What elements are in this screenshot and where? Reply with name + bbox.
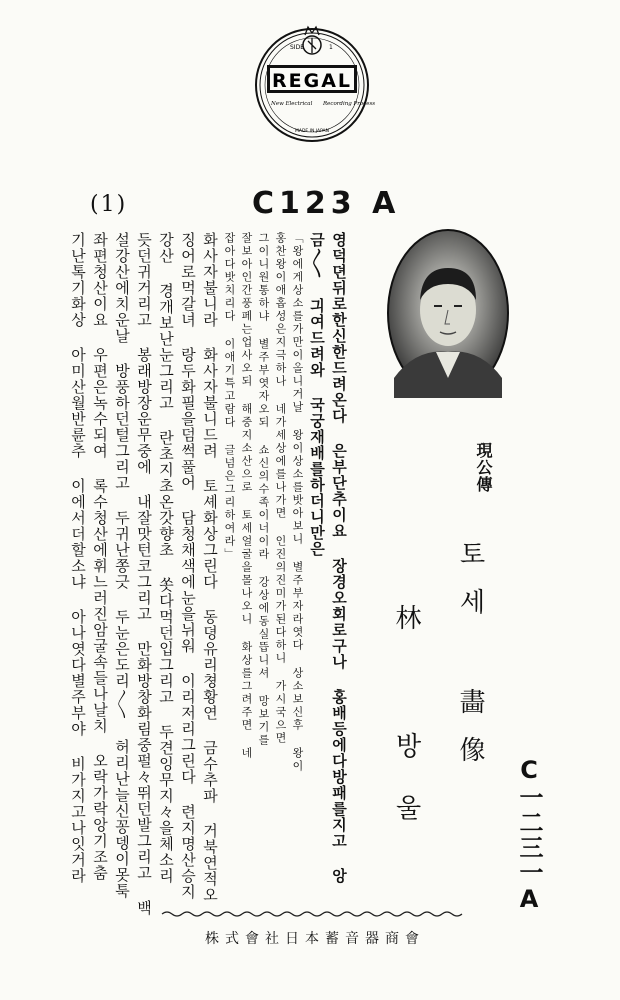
song-title: 토세 畵像 xyxy=(455,540,485,784)
logo-top-right: 1 xyxy=(329,44,333,51)
logo-bottom: MADE IN JAPAN xyxy=(294,129,330,134)
side-number: (1) xyxy=(90,192,128,217)
singer-portrait xyxy=(386,228,510,398)
lyric-line: 듯던귀거리고 봉래방장운무중에 내잘맛턴코그리고 만화방창화림중펄々뛰던발그리고 백 xyxy=(135,232,153,916)
lyric-line: 설강산에치운날 방풍하던털그리고 두귀난쫑긋 두눈은도리〳〵 허리난늘신꽁뎅이못툭 xyxy=(113,232,131,899)
publisher-footer: 株式會社日本蓄音器商會 xyxy=(205,931,425,947)
lyric-line: 징어로먹갈녀 랑두화필을덤썩풀어 담청채색에눈을뉘워 이리저리그린다 련지명산승지 xyxy=(179,232,197,900)
lyric-line: 잡아다밧치리다 이애기특고람다 글넘은그리하여라」 xyxy=(223,232,236,561)
lyric-line: 「왕에게상소를가만이올니거날 왕이상소를밧아보니 별주부자라엿다 상소보신후 왕이 xyxy=(291,232,304,773)
logo-right-caption: Recording Process xyxy=(323,101,376,107)
lyric-line: 잘보아인간풍페는업사오되 해중지소산으로 토세얼굴을몰나오니 화상를그려주면 네 xyxy=(240,232,253,760)
logo-brand: REGAL xyxy=(271,70,353,92)
portrait-graphic xyxy=(386,228,510,398)
singer-name: 林 방울 xyxy=(391,604,421,856)
side-catalog-number: C一二三一A xyxy=(515,756,543,914)
lyrics-block xyxy=(69,232,350,916)
logo-top-left: SIDE xyxy=(290,44,304,51)
regal-logo xyxy=(253,5,376,163)
lyric-line: 금〳〵 긔여드려와 국궁재배를하더니만은 xyxy=(308,232,326,557)
lyric-line: 그이니원통하냐 별주부엿자오되 쇼신의수족이너이라 강상에동실뜹니셔 망보기를 xyxy=(257,232,270,747)
lyric-line: 좌편청산이요 우편은녹수되여 록수청산에휘느러진암굴속들나날치 오락가락앙기조춤 xyxy=(91,232,109,881)
divider-graphic xyxy=(162,910,462,918)
lyric-line: 홍찬왕이애홉성은지극하나 네가세상에를나가면 인진의진미가된다하니 가시국으면 xyxy=(274,232,287,745)
song-subtitle: 現公傳 xyxy=(474,442,493,493)
lyric-line: 강산 경개보난눈그리고 란초지초온갓향초 쏫다먹던입그리고 두견잉무지々을체소리 xyxy=(157,232,175,884)
lyric-line: 기난톡기화상 아미산월반륜추 이에서더할소냐 아나엿다별주부야 비가지고나잇거라 xyxy=(69,232,87,884)
regal-logo-graphic xyxy=(253,5,376,163)
footer-divider xyxy=(162,910,462,918)
lyric-line: 화사자불니라 화사자불니드려 토셰화상그린다 동뎡유리쳥황연 금수추파 거북연적오 xyxy=(201,232,219,903)
lyric-line: 영덕뎐뒤로한신한드려온다 은부단추이요 장경오회로구나 홍배등에다방패를지고 앙 xyxy=(330,232,348,884)
catalog-number: C123 A xyxy=(252,186,401,221)
logo-left-caption: New Electrical xyxy=(271,101,313,107)
